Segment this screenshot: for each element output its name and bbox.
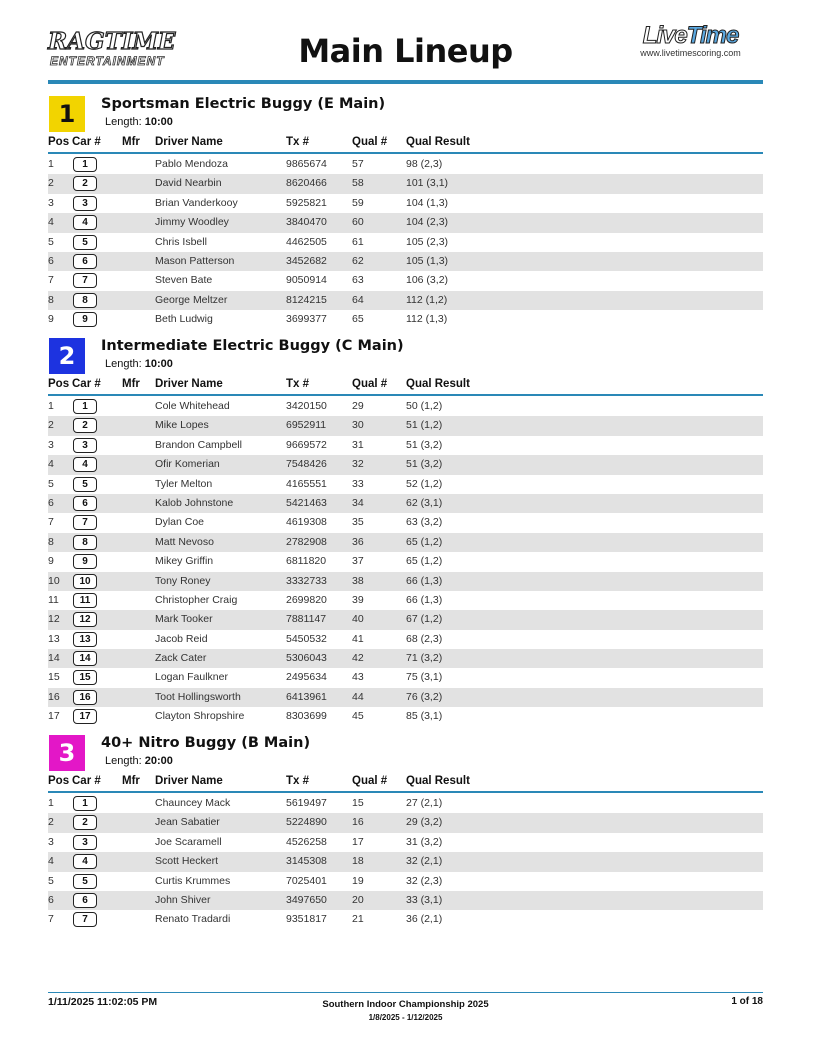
qual-number-cell: 65: [352, 313, 364, 326]
pos-cell: 4: [48, 458, 54, 471]
table-row: [48, 852, 763, 871]
table-row: [48, 271, 763, 290]
qual-number-cell: 60: [352, 216, 364, 229]
driver-name-cell: Scott Heckert: [155, 855, 219, 868]
transponder-cell: 6413961: [286, 690, 327, 703]
transponder-cell: 4165551: [286, 477, 327, 490]
table-row: [48, 455, 763, 474]
table-row: [48, 494, 763, 513]
table-row: [48, 794, 763, 813]
qual-number-cell: 32: [352, 458, 364, 471]
car-number-cell: 5: [73, 477, 97, 492]
car-number-cell: 5: [73, 235, 97, 250]
qual-result-cell: 66 (1,3): [406, 574, 443, 587]
col-header-car: Car #: [72, 136, 101, 148]
pos-cell: 1: [48, 158, 54, 170]
transponder-cell: 4619308: [286, 516, 327, 529]
table-row: [48, 174, 763, 193]
transponder-cell: 2495634: [286, 671, 327, 684]
table-row: [48, 872, 763, 891]
table-row: [48, 252, 763, 271]
car-number-cell: 5: [73, 874, 97, 889]
qual-number-cell: 43: [352, 671, 364, 684]
driver-name-cell: Pablo Mendoza: [155, 158, 228, 170]
driver-name-cell: Cole Whitehead: [155, 400, 230, 412]
driver-name-cell: Kalob Johnstone: [155, 496, 234, 509]
driver-name-cell: Logan Faulkner: [155, 671, 228, 684]
col-header-mfr: Mfr: [122, 136, 140, 148]
event-dates: 1/8/2025 - 1/12/2025: [368, 1013, 443, 1022]
livetime-logo-part1: Live: [642, 22, 687, 49]
pos-cell: 2: [48, 177, 54, 190]
table-row: [48, 194, 763, 213]
table-row: [48, 591, 763, 610]
class-name: 40+ Nitro Buggy (B Main): [101, 735, 311, 751]
table-row: [48, 213, 763, 232]
driver-name-cell: Jean Sabatier: [155, 816, 220, 829]
pos-cell: 2: [48, 816, 54, 829]
pos-cell: 8: [48, 293, 54, 306]
pos-cell: 7: [48, 274, 54, 287]
car-number-cell: 7: [73, 912, 97, 927]
transponder-cell: 3840470: [286, 216, 327, 229]
qual-number-cell: 37: [352, 555, 364, 568]
qual-result-cell: 50 (1,2): [406, 400, 443, 412]
transponder-cell: 7548426: [286, 458, 327, 471]
car-number-cell: 4: [73, 457, 97, 472]
pos-cell: 7: [48, 913, 54, 926]
qual-result-cell: 104 (1,3): [406, 196, 449, 209]
livetime-url: www.livetimescoring.com: [640, 48, 741, 58]
qual-number-cell: 61: [352, 235, 364, 248]
table-row: [48, 436, 763, 455]
pos-cell: 1: [48, 797, 54, 809]
car-number-cell: 15: [73, 670, 97, 685]
car-number-cell: 1: [73, 157, 97, 172]
pos-cell: 10: [48, 574, 60, 587]
car-number-cell: 2: [73, 815, 97, 830]
qual-result-cell: 68 (2,3): [406, 632, 443, 645]
driver-name-cell: Joe Scaramell: [155, 835, 222, 848]
qual-number-cell: 41: [352, 632, 364, 645]
class-badge: 2: [49, 338, 85, 374]
pos-cell: 13: [48, 632, 60, 645]
qual-result-cell: 65 (1,2): [406, 555, 443, 568]
pos-cell: 16: [48, 690, 60, 703]
page-title: Main Lineup: [298, 32, 513, 70]
length-value: 20:00: [144, 755, 173, 767]
qual-number-cell: 19: [352, 874, 364, 887]
car-number-cell: 4: [73, 215, 97, 230]
driver-name-cell: Mike Lopes: [155, 419, 209, 432]
qual-result-cell: 67 (1,2): [406, 613, 443, 626]
table-row: [48, 310, 763, 329]
qual-result-cell: 51 (3,2): [406, 458, 443, 471]
col-header-qual: Qual #: [352, 136, 388, 148]
table-row: [48, 610, 763, 629]
qual-result-cell: 71 (3,2): [406, 652, 443, 665]
qual-number-cell: 58: [352, 177, 364, 190]
table-row: [48, 397, 763, 416]
col-header-result: Qual Result: [406, 136, 470, 148]
driver-name-cell: Christopher Craig: [155, 593, 238, 606]
table-row: [48, 513, 763, 532]
table-row: [48, 572, 763, 591]
car-number-cell: 10: [73, 574, 97, 589]
table-row: [48, 891, 763, 910]
pos-cell: 17: [48, 710, 60, 723]
qual-number-cell: 33: [352, 477, 364, 490]
qual-number-cell: 59: [352, 196, 364, 209]
length-label: Length:: [105, 358, 142, 370]
pos-cell: 3: [48, 196, 54, 209]
driver-name-cell: Tony Roney: [155, 574, 211, 587]
pos-cell: 5: [48, 874, 54, 887]
car-number-cell: 4: [73, 854, 97, 869]
qual-number-cell: 45: [352, 710, 364, 723]
transponder-cell: 6952911: [286, 419, 327, 432]
col-header-mfr: Mfr: [122, 378, 140, 390]
driver-name-cell: Jimmy Woodley: [155, 216, 229, 229]
driver-name-cell: Tyler Melton: [155, 477, 213, 490]
header-divider: [48, 80, 763, 84]
table-row: [48, 813, 763, 832]
qual-number-cell: 42: [352, 652, 364, 665]
qual-number-cell: 39: [352, 593, 364, 606]
table-row: [48, 910, 763, 929]
class-badge: 1: [49, 96, 85, 132]
col-header-car: Car #: [72, 775, 101, 787]
event-info: [48, 999, 763, 1022]
qual-result-cell: 106 (3,2): [406, 274, 449, 287]
transponder-cell: 3452682: [286, 254, 327, 267]
qual-number-cell: 44: [352, 690, 364, 703]
car-number-cell: 6: [73, 496, 97, 511]
qual-number-cell: 29: [352, 400, 364, 412]
col-header-tx: Tx #: [286, 775, 310, 787]
car-number-cell: 3: [73, 438, 97, 453]
length-label: Length:: [105, 755, 142, 767]
transponder-cell: 4462505: [286, 235, 327, 248]
car-number-cell: 14: [73, 651, 97, 666]
car-number-cell: 1: [73, 399, 97, 414]
driver-name-cell: George Meltzer: [155, 293, 228, 306]
qual-number-cell: 30: [352, 419, 364, 432]
table-row: [48, 233, 763, 252]
col-header-pos: Pos: [48, 136, 70, 148]
driver-name-cell: Steven Bate: [155, 274, 213, 287]
qual-result-cell: 112 (1,3): [406, 313, 448, 326]
qual-number-cell: 38: [352, 574, 364, 587]
transponder-cell: 5619497: [286, 797, 327, 809]
transponder-cell: 9351817: [286, 913, 327, 926]
transponder-cell: 7881147: [286, 613, 327, 626]
driver-name-cell: Chauncey Mack: [155, 797, 231, 809]
class-badge: 3: [49, 735, 85, 771]
col-header-mfr: Mfr: [122, 775, 140, 787]
pos-cell: 7: [48, 516, 54, 529]
driver-name-cell: Ofir Komerian: [155, 458, 220, 471]
transponder-cell: 2699820: [286, 593, 327, 606]
pos-cell: 5: [48, 235, 54, 248]
driver-name-cell: Toot Hollingsworth: [155, 690, 241, 703]
qual-result-cell: 105 (2,3): [406, 235, 449, 248]
qual-result-cell: 32 (2,1): [406, 855, 443, 868]
car-number-cell: 7: [73, 273, 97, 288]
race-length: [105, 755, 173, 767]
col-header-driver: Driver Name: [155, 378, 223, 390]
transponder-cell: 9865674: [286, 158, 327, 170]
transponder-cell: 5421463: [286, 496, 327, 509]
transponder-cell: 5306043: [286, 652, 327, 665]
car-number-cell: 6: [73, 254, 97, 269]
length-label: Length:: [105, 116, 142, 128]
livetime-logo-part2: Time: [686, 22, 739, 49]
transponder-cell: 5224890: [286, 816, 327, 829]
qual-number-cell: 62: [352, 254, 364, 267]
qual-result-cell: 101 (3,1): [406, 177, 449, 190]
qual-number-cell: 16: [352, 816, 364, 829]
length-value: 10:00: [144, 358, 173, 370]
page-number: 1 of 18: [731, 996, 763, 1007]
pos-cell: 15: [48, 671, 60, 684]
pos-cell: 12: [48, 613, 60, 626]
transponder-cell: 2782908: [286, 535, 327, 548]
transponder-cell: 8620466: [286, 177, 327, 190]
pos-cell: 11: [48, 593, 59, 606]
transponder-cell: 3145308: [286, 855, 327, 868]
driver-name-cell: Mikey Griffin: [155, 555, 214, 568]
car-number-cell: 1: [73, 796, 97, 811]
transponder-cell: 5450532: [286, 632, 327, 645]
qual-number-cell: 15: [352, 797, 364, 809]
car-number-cell: 6: [73, 893, 97, 908]
pos-cell: 3: [48, 438, 54, 451]
qual-result-cell: 33 (3,1): [406, 893, 443, 906]
col-header-car: Car #: [72, 378, 101, 390]
qual-number-cell: 57: [352, 158, 364, 170]
table-row: [48, 533, 763, 552]
col-header-result: Qual Result: [406, 775, 470, 787]
pos-cell: 14: [48, 652, 60, 665]
table-row: [48, 630, 763, 649]
driver-name-cell: John Shiver: [155, 893, 211, 906]
car-number-cell: 2: [73, 418, 97, 433]
transponder-cell: 6811820: [286, 555, 327, 568]
car-number-cell: 13: [73, 632, 97, 647]
table-row: [48, 707, 763, 726]
class-name: Sportsman Electric Buggy (E Main): [101, 96, 386, 112]
car-number-cell: 7: [73, 515, 97, 530]
table-row: [48, 833, 763, 852]
table-row: [48, 416, 763, 435]
qual-result-cell: 32 (2,3): [406, 874, 443, 887]
page-header: [48, 22, 763, 84]
col-header-driver: Driver Name: [155, 136, 223, 148]
driver-name-cell: Jacob Reid: [155, 632, 208, 645]
driver-name-cell: Renato Tradardi: [155, 913, 231, 926]
qual-number-cell: 64: [352, 293, 364, 306]
qual-result-cell: 29 (3,2): [406, 816, 443, 829]
driver-name-cell: Beth Ludwig: [155, 313, 213, 326]
pos-cell: 4: [48, 855, 54, 868]
qual-result-cell: 112 (1,2): [406, 293, 448, 306]
driver-name-cell: Mark Tooker: [155, 613, 213, 626]
qual-result-cell: 36 (2,1): [406, 913, 443, 926]
pos-cell: 5: [48, 477, 54, 490]
col-header-pos: Pos: [48, 378, 70, 390]
qual-result-cell: 27 (2,1): [406, 797, 443, 809]
car-number-cell: 16: [73, 690, 97, 705]
car-number-cell: 11: [73, 593, 97, 608]
qual-number-cell: 17: [352, 835, 364, 848]
race-length: [105, 358, 173, 370]
qual-result-cell: 51 (3,2): [406, 438, 443, 451]
driver-name-cell: Brian Vanderkooy: [155, 196, 238, 209]
qual-result-cell: 51 (1,2): [406, 419, 443, 432]
driver-name-cell: Matt Nevoso: [155, 535, 214, 548]
qual-result-cell: 76 (3,2): [406, 690, 443, 703]
lineup-table: [48, 397, 763, 727]
car-number-cell: 8: [73, 535, 97, 550]
col-header-qual: Qual #: [352, 378, 388, 390]
car-number-cell: 3: [73, 835, 97, 850]
qual-result-cell: 65 (1,2): [406, 535, 443, 548]
driver-name-cell: Dylan Coe: [155, 516, 205, 529]
table-row: [48, 552, 763, 571]
col-header-pos: Pos: [48, 775, 70, 787]
class-name: Intermediate Electric Buggy (C Main): [101, 338, 404, 354]
transponder-cell: 9669572: [286, 438, 327, 451]
qual-number-cell: 36: [352, 535, 364, 548]
qual-result-cell: 98 (2,3): [406, 158, 443, 170]
table-header-rule: [48, 394, 763, 396]
transponder-cell: 8303699: [286, 710, 327, 723]
pos-cell: 6: [48, 496, 54, 509]
transponder-cell: 7025401: [286, 874, 327, 887]
pos-cell: 9: [48, 313, 54, 326]
col-header-qual: Qual #: [352, 775, 388, 787]
pos-cell: 1: [48, 400, 54, 412]
qual-number-cell: 40: [352, 613, 364, 626]
qual-result-cell: 104 (2,3): [406, 216, 449, 229]
print-timestamp: 1/11/2025 11:02:05 PM: [48, 996, 158, 1008]
pos-cell: 9: [48, 555, 54, 568]
table-row: [48, 291, 763, 310]
driver-name-cell: Curtis Krummes: [155, 874, 231, 887]
table-header-rule: [48, 152, 763, 154]
driver-name-cell: Zack Cater: [155, 652, 207, 665]
transponder-cell: 3420150: [286, 400, 327, 412]
car-number-cell: 3: [73, 196, 97, 211]
col-header-result: Qual Result: [406, 378, 470, 390]
table-header-rule: [48, 791, 763, 793]
qual-number-cell: 63: [352, 274, 364, 287]
transponder-cell: 3699377: [286, 313, 327, 326]
transponder-cell: 3332733: [286, 574, 327, 587]
event-name: Southern Indoor Championship 2025: [322, 999, 489, 1010]
table-row: [48, 475, 763, 494]
qual-number-cell: 20: [352, 893, 364, 906]
car-number-cell: 12: [73, 612, 97, 627]
table-row: [48, 668, 763, 687]
transponder-cell: 5925821: [286, 196, 327, 209]
car-number-cell: 9: [73, 554, 97, 569]
car-number-cell: 9: [73, 312, 97, 327]
pos-cell: 2: [48, 419, 54, 432]
qual-result-cell: 85 (3,1): [406, 710, 443, 723]
table-row: [48, 688, 763, 707]
driver-name-cell: Brandon Campbell: [155, 438, 242, 451]
qual-number-cell: 18: [352, 855, 364, 868]
driver-name-cell: David Nearbin: [155, 177, 222, 190]
lineup-table: [48, 155, 763, 330]
table-row: [48, 649, 763, 668]
pos-cell: 6: [48, 893, 54, 906]
length-value: 10:00: [144, 116, 173, 128]
driver-name-cell: Chris Isbell: [155, 235, 207, 248]
livetime-logo: [618, 22, 763, 58]
car-number-cell: 2: [73, 176, 97, 191]
qual-result-cell: 66 (1,3): [406, 593, 443, 606]
driver-name-cell: Mason Patterson: [155, 254, 235, 267]
pos-cell: 6: [48, 254, 54, 267]
lineup-table: [48, 794, 763, 930]
qual-number-cell: 21: [352, 913, 364, 926]
qual-result-cell: 105 (1,3): [406, 254, 449, 267]
qual-result-cell: 63 (3,2): [406, 516, 443, 529]
qual-number-cell: 31: [352, 438, 364, 451]
footer-divider: [48, 992, 763, 993]
pos-cell: 8: [48, 535, 54, 548]
qual-result-cell: 31 (3,2): [406, 835, 443, 848]
qual-result-cell: 75 (3,1): [406, 671, 443, 684]
transponder-cell: 4526258: [286, 835, 327, 848]
driver-name-cell: Clayton Shropshire: [155, 710, 245, 723]
ragtime-logo-line2: ENTERTAINMENT: [50, 54, 165, 68]
ragtime-logo-line1: RAGTIME: [48, 28, 176, 55]
transponder-cell: 3497650: [286, 893, 327, 906]
car-number-cell: 17: [73, 709, 97, 724]
car-number-cell: 8: [73, 293, 97, 308]
col-header-driver: Driver Name: [155, 775, 223, 787]
pos-cell: 3: [48, 835, 54, 848]
qual-number-cell: 34: [352, 496, 364, 509]
col-header-tx: Tx #: [286, 378, 310, 390]
qual-number-cell: 35: [352, 516, 364, 529]
qual-result-cell: 62 (3,1): [406, 496, 443, 509]
pos-cell: 4: [48, 216, 54, 229]
race-length: [105, 116, 173, 128]
table-row: [48, 155, 763, 174]
transponder-cell: 9050914: [286, 274, 327, 287]
qual-result-cell: 52 (1,2): [406, 477, 443, 490]
transponder-cell: 8124215: [286, 293, 327, 306]
col-header-tx: Tx #: [286, 136, 310, 148]
